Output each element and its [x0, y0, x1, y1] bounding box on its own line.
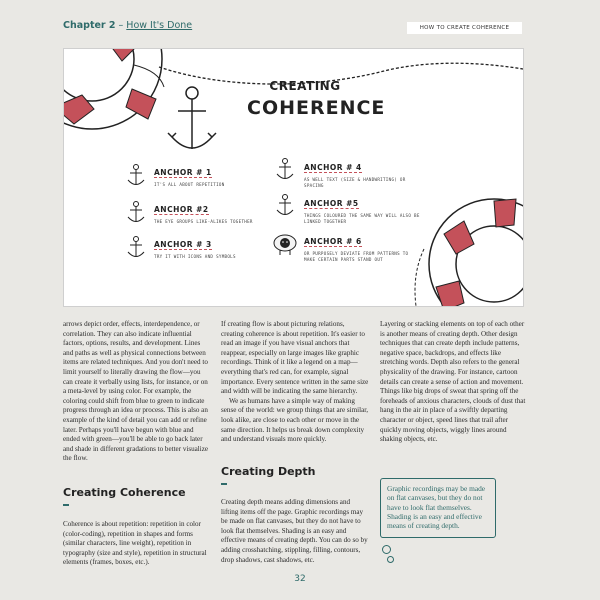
anchor-item-3: [154, 234, 294, 260]
heading-rule: [63, 504, 69, 506]
heading-creating-depth: Creating Depth: [221, 465, 316, 478]
anchor-description: THINGS COLOURED THE SAME WAY WILL ALSO BE LINKED TOGETHER: [304, 213, 420, 224]
body-paragraph: We as humans have a simple way of making sense of the world: we group things that are similar, look alike, are close to each other or move in the same direction. It helps us break down complexity and understand visuals more quickly.: [221, 396, 369, 444]
text-column-1-lower: [63, 520, 211, 568]
body-paragraph: arrows depict order, effects, interdependence, or correlation. They can also indicate influential factors, options, results, and development. Lines and paths as well as physical connections between items are related techniques. And you don't need to limit yourself to literally drawing the flow—you can create it verbally using lists, for instance, or on a meta-level by using color. For example, the coloring could shift from blue to green to indicate progress through an idea or process. This is also an example of the kind of detail you can add or refine later. Perhaps you'll have begun with blue and ended with green—you'll be able to go back later and shade in different gradations to better visualize the flow.: [63, 320, 209, 463]
anchor-title: ANCHOR # 1: [154, 168, 212, 177]
anchor-item-5: [304, 193, 424, 224]
text-column-3: [380, 320, 528, 445]
anchor-item-6: [304, 231, 419, 262]
body-paragraph: Coherence is about repetition: repetition in color (color-coding), repetition in shapes and forms (similar characters, line weight), repetition in typography (size and style), repetition in structural elements (frames, boxes, etc.).: [63, 520, 207, 567]
thought-bubble-dot: [387, 556, 394, 563]
figure-tab-label: HOW TO CREATE COHERENCE: [407, 22, 522, 34]
section-link[interactable]: How It's Done: [126, 20, 193, 31]
life-ring-icon-2: [415, 199, 523, 306]
running-head-separator: –: [118, 20, 124, 31]
anchor-icon: [168, 87, 216, 149]
anchor-title: ANCHOR #2: [154, 205, 209, 214]
running-head: [63, 20, 192, 31]
coherence-illustration: [63, 48, 524, 307]
anchor-title: ANCHOR # 3: [154, 240, 212, 249]
illustration-title-line1: CREATING: [269, 79, 341, 93]
body-paragraph: Creating depth means adding dimensions and lifting items off the page. Graphic recordings may be made on flat canvases, but they do not have to look flat themselves. Shading is an easy and effective means of creating depth. You can do so by adding crosshatching, stippling, filling, contours, drop shadows, cast shadows, etc.: [221, 498, 368, 564]
anchor-item-2: [154, 199, 294, 225]
anchor-description: THE EYE GROUPS LIKE-ALIKES TOGETHER: [154, 219, 253, 224]
text-column-2-lower: [221, 498, 369, 565]
anchor-icon-1: [128, 165, 144, 186]
anchor-item-1: [154, 162, 294, 188]
anchor-description: AS WELL TEXT (SIZE & HANDWRITING) OR SPACING: [304, 177, 406, 188]
anchor-description: OR PURPOSELY DEVIATE FROM PATTERNS TO MAKE CERTAIN PARTS STAND OUT: [304, 251, 409, 262]
anchor-description: IT'S ALL ABOUT REPETITION: [154, 182, 225, 187]
anchor-icon-3: [128, 237, 144, 258]
anchor-title: ANCHOR #5: [304, 199, 359, 208]
anchor-title: ANCHOR # 4: [304, 163, 362, 172]
illustration-title-line2: COHERENCE: [247, 97, 386, 119]
text-column-2: [221, 320, 369, 445]
body-paragraph: Layering or stacking elements on top of each other is another means of creating depth. Other design techniques that can create depth include patterns, negative space, backdrops, and effects like stretching words. Depth also refers to the general physicality of the drawing. For instance, cartoon details can create a sense of action and movement. Things like big drops of sweat that spring off the foreheads of anxious characters, clouds of dust that hang in the air in place of a swiftly departing character or object, speed lines that trail after quickly moving objects, wiggly lines around shaking objects, etc.: [380, 320, 526, 444]
text-column-1: [63, 320, 211, 464]
heading-rule: [221, 483, 227, 485]
anchor-item-4: [304, 157, 424, 188]
anchor-description: TRY IT WITH ICONS AND SYMBOLS: [154, 254, 236, 259]
heading-creating-coherence: Creating Coherence: [63, 486, 186, 499]
anchor-title: ANCHOR # 6: [304, 237, 362, 246]
life-ring-icon: [64, 49, 164, 129]
thought-bubble-dot: [382, 545, 391, 554]
anchor-icon-2: [128, 202, 144, 223]
body-paragraph: If creating flow is about picturing relations, creating coherence is about repetition. It's easier to read an image if you have visual anchors that reappear, especially on large images like graphic recordings. Think of it like a legend on a map—everything that's red can, for example, signal importance. Every sentence written in the same size and width will be indicating the same hierarchy.: [221, 320, 369, 396]
chapter-label: Chapter 2: [63, 20, 116, 31]
page-number: 32: [294, 574, 306, 584]
pull-quote: Graphic recordings may be made on flat canvases, but they do not have to look flat themselves. Shading is an easy and effective means of creating depth.: [380, 478, 496, 538]
